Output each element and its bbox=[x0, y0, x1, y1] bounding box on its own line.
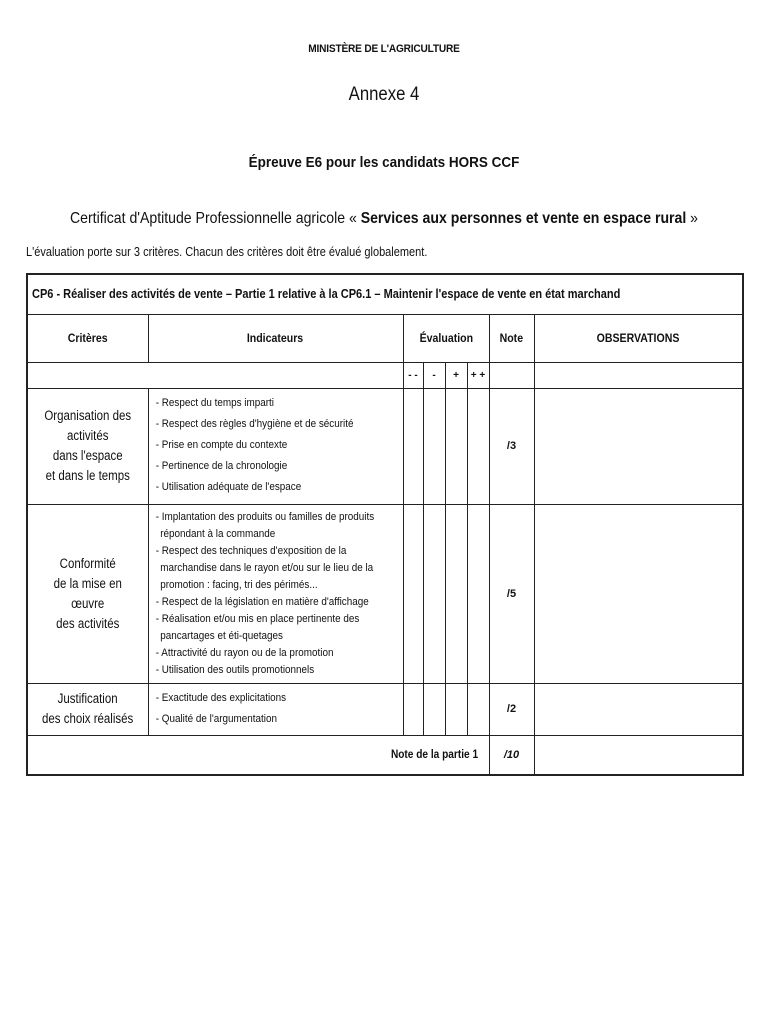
certificate-title bbox=[46, 210, 722, 228]
eval-checkbox[interactable] bbox=[467, 388, 489, 504]
criterion-line: et dans le temps bbox=[45, 468, 130, 483]
indicator-item: - Prise en compte du contexte bbox=[153, 437, 401, 454]
criterion-line: Justification bbox=[57, 691, 118, 706]
eval-level-high: + bbox=[445, 362, 467, 388]
indicator-item: - Respect du temps imparti bbox=[153, 395, 401, 412]
indicators-cell bbox=[148, 683, 403, 735]
certificate-name: Services aux personnes et vente en espace rural bbox=[360, 210, 687, 227]
annexe-title: Annexe 4 bbox=[348, 84, 420, 105]
note-cell[interactable]: /2 bbox=[489, 683, 534, 735]
certificate-prefix: Certificat d'Aptitude Professionnelle agricole « bbox=[69, 210, 361, 227]
eval-checkbox[interactable] bbox=[403, 683, 423, 735]
table-row bbox=[27, 504, 743, 683]
indicator-item: - Attractivité du rayon ou de la promotion bbox=[153, 645, 401, 662]
note-cell[interactable]: /3 bbox=[489, 388, 534, 504]
criterion-line: de la mise en œuvre bbox=[53, 575, 122, 611]
column-header-evaluation: Évaluation bbox=[403, 314, 489, 362]
eval-level-low: - bbox=[423, 362, 445, 388]
criterion-line: dans l'espace bbox=[52, 448, 123, 463]
criterion-line: des activités bbox=[56, 615, 120, 631]
eval-level-very-high: + + bbox=[467, 362, 489, 388]
criterion-cell bbox=[27, 504, 148, 683]
epreuve-title: Épreuve E6 pour les candidats HORS CCF bbox=[248, 154, 520, 171]
criterion-cell bbox=[27, 683, 148, 735]
eval-level-very-low: - - bbox=[403, 362, 423, 388]
eval-checkbox[interactable] bbox=[467, 683, 489, 735]
evaluation-table bbox=[26, 273, 744, 776]
indicator-item: - Réalisation et/ou mis en place pertinente des pancartages et éti-quetages bbox=[153, 611, 401, 645]
eval-checkbox[interactable] bbox=[403, 388, 423, 504]
indicator-item: - Respect des règles d'hygiène et de sécurité bbox=[153, 416, 401, 433]
indicator-item: - Implantation des produits ou familles de produits répondant à la commande bbox=[153, 509, 401, 543]
column-header-indicators: Indicateurs bbox=[148, 314, 403, 362]
total-note[interactable]: /10 bbox=[489, 735, 534, 775]
indicator-item: - Exactitude des explicitations bbox=[153, 690, 401, 707]
eval-checkbox[interactable] bbox=[445, 388, 467, 504]
indicator-item: - Utilisation des outils promotionnels bbox=[153, 662, 401, 679]
blank-cell bbox=[534, 362, 743, 388]
blank-cell bbox=[489, 362, 534, 388]
observations-cell[interactable] bbox=[534, 683, 743, 735]
note-cell[interactable]: /5 bbox=[489, 504, 534, 683]
certificate-suffix: » bbox=[686, 210, 699, 227]
column-header-criteria: Critères bbox=[27, 314, 148, 362]
criterion-line: Conformité bbox=[59, 555, 116, 571]
intro-text: L'évaluation porte sur 3 critères. Chacun des critères doit être évalué globalement. bbox=[26, 245, 428, 259]
indicator-item: - Pertinence de la chronologie bbox=[153, 458, 401, 475]
table-title: CP6 - Réaliser des activités de vente – Partie 1 relative à la CP6.1 – Maintenir l'espace de vente en état marchand bbox=[27, 274, 743, 314]
eval-checkbox[interactable] bbox=[423, 683, 445, 735]
indicators-cell bbox=[148, 504, 403, 683]
criterion-line: des choix réalisés bbox=[42, 711, 134, 726]
table-row bbox=[27, 388, 743, 504]
criterion-line: Organisation des activités bbox=[44, 408, 132, 443]
indicator-item: - Respect de la législation en matière d'affichage bbox=[153, 594, 401, 611]
empty-area bbox=[534, 735, 743, 775]
indicator-item: - Qualité de l'argumentation bbox=[153, 711, 401, 728]
column-header-observations: OBSERVATIONS bbox=[534, 314, 743, 362]
blank-cell bbox=[27, 362, 403, 388]
eval-checkbox[interactable] bbox=[423, 504, 445, 683]
ministry-heading: MINISTÈRE DE L'AGRICULTURE bbox=[308, 43, 460, 55]
column-header-note: Note bbox=[489, 314, 534, 362]
eval-checkbox[interactable] bbox=[445, 504, 467, 683]
eval-checkbox[interactable] bbox=[445, 683, 467, 735]
criterion-cell bbox=[27, 388, 148, 504]
eval-checkbox[interactable] bbox=[423, 388, 445, 504]
eval-checkbox[interactable] bbox=[403, 504, 423, 683]
indicators-cell bbox=[148, 388, 403, 504]
indicator-item: - Utilisation adéquate de l'espace bbox=[153, 479, 401, 496]
observations-cell[interactable] bbox=[534, 388, 743, 504]
table-row bbox=[27, 683, 743, 735]
total-row bbox=[27, 735, 743, 775]
eval-checkbox[interactable] bbox=[467, 504, 489, 683]
total-label: Note de la partie 1 bbox=[27, 735, 489, 775]
indicator-item: - Respect des techniques d'exposition de la marchandise dans le rayon et/ou sur le lieu de la promotion : facing, tri des périmés... bbox=[153, 543, 401, 594]
observations-cell[interactable] bbox=[534, 504, 743, 683]
